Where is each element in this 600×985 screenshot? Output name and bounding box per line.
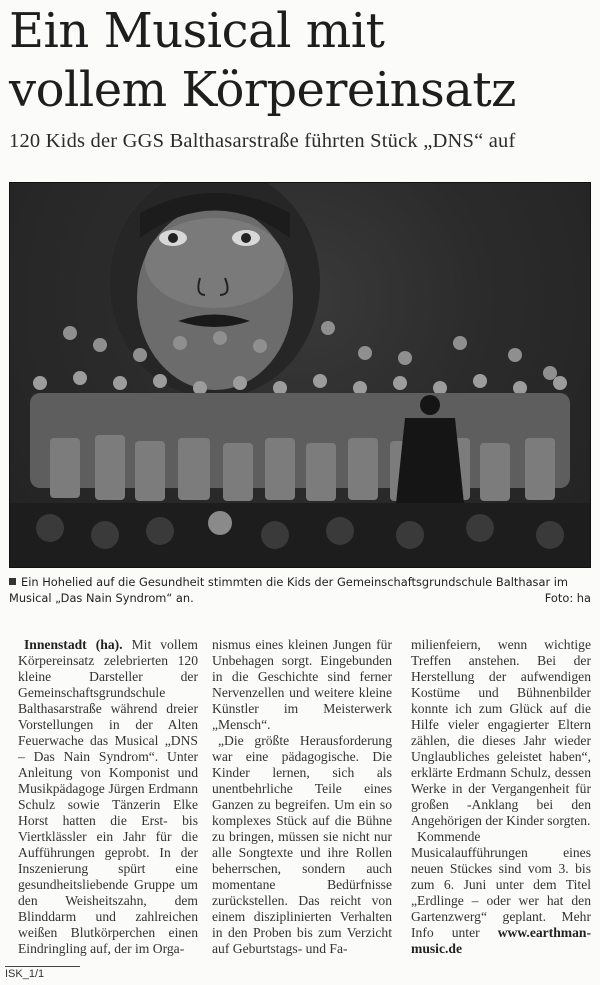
article-body: [0, 637, 600, 967]
photo-credit: Foto: ha: [544, 591, 591, 605]
caption-bullet-icon: [9, 578, 16, 585]
headline-line-2: vollem Körpereinsatz: [9, 62, 516, 118]
body-column-2: [212, 637, 392, 957]
article-photo: [9, 182, 591, 568]
website-link[interactable]: www.earthman-music.de: [411, 925, 591, 956]
body-column-3: [411, 637, 591, 957]
footer-divider: [5, 966, 80, 967]
caption-text: Ein Hohelied auf die Gesundheit stimmten die Kids der Gemeinschaftsgrundschule Balthasar im Musical „Das Nain Syndrom“ an.: [9, 575, 569, 605]
paragraph: „Die größte Herausforderung war eine pädagogische. Die Kinder lernen, sich als unentbehrliche Teile eines Ganzen zu begreifen. Um ein so komplexes Stück auf die Bühne zu bringen, müssen sie nicht nur alle Songtexte und ihre Rollen beherrschen, sondern auch momentane Bedürfnisse zurückstellen. Das reicht von einem disziplinierten Verhalten in den Proben bis zum Verzicht auf Geburtstags- und Fa-: [212, 733, 392, 956]
page-label: ISK_1/1: [5, 968, 45, 980]
headline: [9, 2, 516, 120]
body-column-1: [18, 637, 198, 957]
paragraph-text: Mit vollem Körpereinsatz zelebrierten 120 kleine Darsteller der Gemeinschaftsgrundschule Balthasarstraße während dreier Vorstellungen in der Alten Feuerwache das Musical „DNS – Das Nain Syndrom“. Unter Anleitung von Komponist und Musikpädagoge Jürgen Erdmann Schulz sowie Tänzerin Elke Horst hatten die Erst- bis Viertklässler ein Jahr für die Aufführungen geprobt. In der Inszenierung spürt eine gesundheitsliebende Gruppe um den Weisheitszahn, dem Blinddarm und zahlreichen weißen Blutkörperchen einen Eindringling auf, der im Orga-: [18, 637, 198, 956]
subheadline: 120 Kids der GGS Balthasarstraße führten Stück „DNS“ auf: [9, 130, 516, 152]
paragraph: milienfeiern, wenn wichtige Treffen anstehen. Bei der Herstellung der aufwendigen Kostüme und Bühnenbilder konnte ich zum Glück auf die Hilfe vieler engagierter Eltern zählen, die dieses Jahr wieder Unglaubliches geleistet haben“, erklärte Erdmann Schulz, dessen Werke in der Vergangenheit für großen -Anklang bei den Angehörigen der Kinder sorgten.: [411, 637, 591, 828]
photo-caption: [9, 574, 591, 606]
paragraph: nismus eines kleinen Jungen für Unbehagen sorgt. Eingebunden in die Geschichte sind ferner Nervenzellen und weitere kleine Künstler im Meisterwerk „Mensch“.: [212, 637, 392, 732]
dateline: Innenstadt (ha).: [24, 637, 123, 652]
paragraph: [411, 829, 591, 957]
stage-photo-illustration: [10, 183, 590, 567]
paragraph-text: Kommende Musicalaufführungen eines neuen Stückes sind vom 3. bis zum 6. Juni unter dem Titel „Erdlinge – oder wer hat den Gartenzwerg“ geplant. Mehr Info unter: [411, 829, 591, 940]
paragraph: [18, 637, 198, 957]
headline-line-1: Ein Musical mit: [9, 3, 385, 59]
